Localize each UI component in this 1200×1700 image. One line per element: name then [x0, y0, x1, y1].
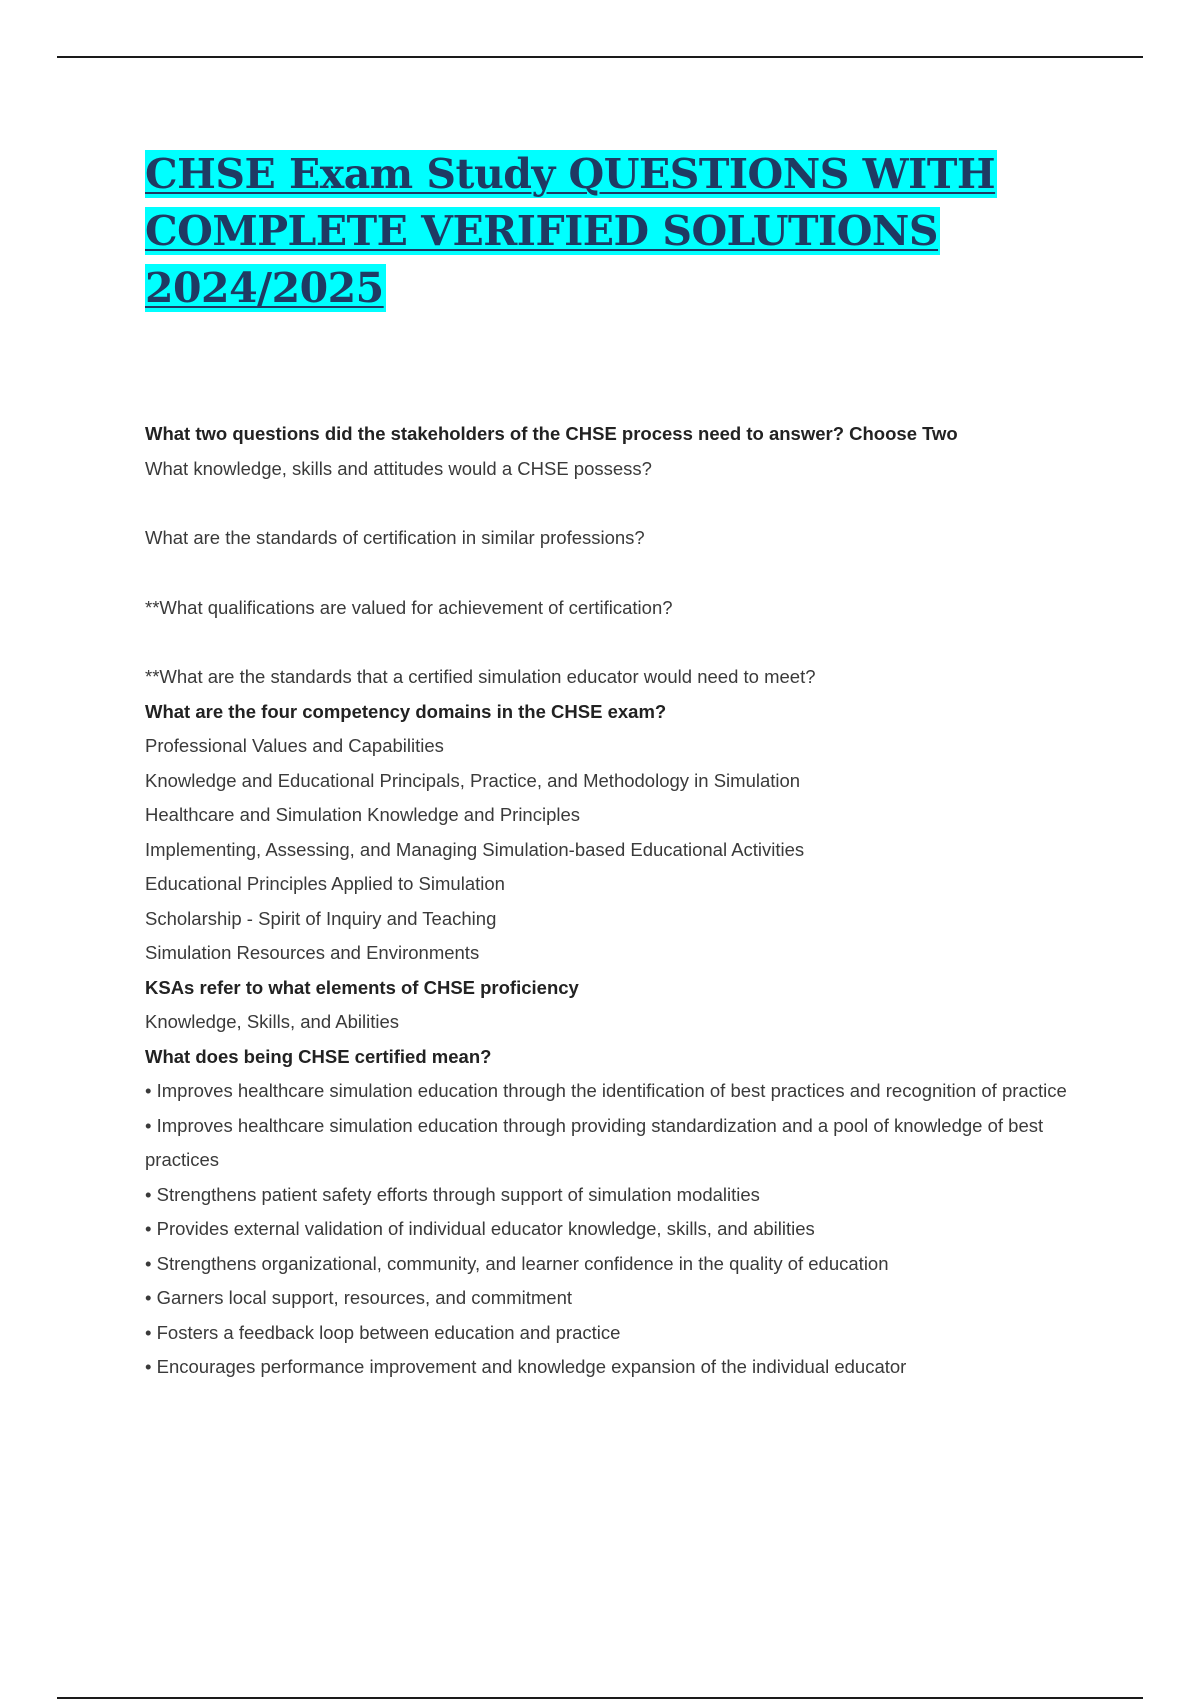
document-title — [145, 146, 1045, 317]
bullet-4-6: • Garners local support, resources, and commitment — [145, 1287, 573, 1308]
bottom-rule — [57, 1697, 1143, 1699]
answer-2-5: Educational Principles Applied to Simulation — [145, 873, 505, 894]
document-body — [145, 417, 1095, 1385]
answer-2-6: Scholarship - Spirit of Inquiry and Teaching — [145, 907, 497, 929]
answer-2-1: Professional Values and Capabilities — [145, 735, 444, 756]
question-2: What are the four competency domains in the CHSE exam? — [145, 700, 667, 722]
spacer — [145, 486, 1095, 521]
top-rule — [57, 56, 1143, 58]
answer-1-1: What knowledge, skills and attitudes would a CHSE possess? — [145, 457, 652, 479]
bullet-4-1: • Improves healthcare simulation education through the identification of best practices and recognition of practice — [145, 1080, 1067, 1101]
answer-2-7: Simulation Resources and Environments — [145, 942, 480, 963]
bullet-4-5: • Strengthens organizational, community, and learner confidence in the quality of education — [145, 1252, 889, 1274]
answer-1-4: **What are the standards that a certified simulation educator would need to meet? — [145, 666, 816, 687]
answer-1-2: What are the standards of certification in similar professions? — [145, 527, 645, 548]
title-line-2: COMPLETE VERIFIED SOLUTIONS — [145, 207, 939, 255]
bullet-4-7: • Fosters a feedback loop between education and practice — [145, 1321, 621, 1343]
answer-1-3: **What qualifications are valued for achievement of certification? — [145, 596, 673, 618]
bullet-4-4: • Provides external validation of individual educator knowledge, skills, and abilities — [145, 1218, 815, 1239]
answer-3-1: Knowledge, Skills, and Abilities — [145, 1011, 400, 1032]
question-1: What two questions did the stakeholders of the CHSE process need to answer? Choose Two — [145, 423, 958, 444]
title-line-1: CHSE Exam Study QUESTIONS WITH — [145, 150, 996, 198]
bullet-4-8: • Encourages performance improvement and knowledge expansion of the individual educator — [145, 1356, 907, 1377]
bullet-4-3: • Strengthens patient safety efforts through support of simulation modalities — [145, 1183, 760, 1205]
spacer — [145, 556, 1095, 591]
answer-2-2: Knowledge and Educational Principals, Practice, and Methodology in Simulation — [145, 769, 801, 791]
question-4: What does being CHSE certified mean? — [145, 1045, 492, 1067]
spacer — [145, 625, 1095, 660]
bullet-4-2: • Improves healthcare simulation education through providing standardization and a pool of knowledge of best practices — [145, 1114, 1044, 1170]
question-3: KSAs refer to what elements of CHSE proficiency — [145, 976, 579, 998]
title-line-3: 2024/2025 — [145, 264, 384, 312]
answer-2-3: Healthcare and Simulation Knowledge and Principles — [145, 804, 581, 825]
answer-2-4: Implementing, Assessing, and Managing Simulation-based Educational Activities — [145, 838, 805, 860]
